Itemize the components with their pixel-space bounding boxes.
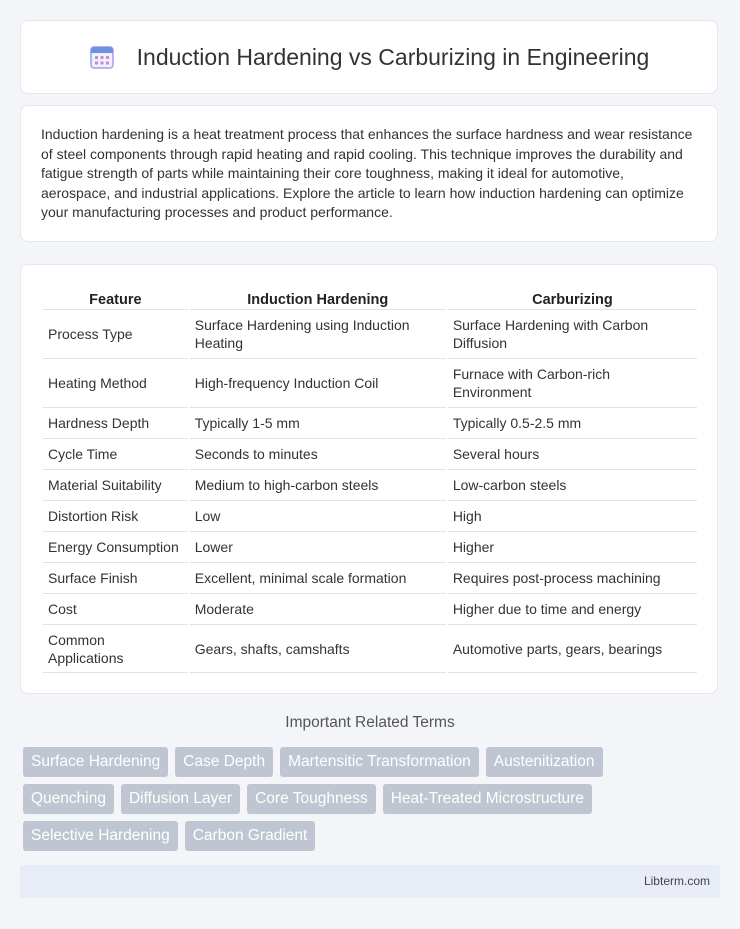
table-cell: Requires post-process machining [448,563,697,594]
table-cell: Low-carbon steels [448,470,697,501]
table-cell: Moderate [190,594,446,625]
tag-row [23,784,723,814]
table-cell: Typically 0.5-2.5 mm [448,408,697,439]
page-title: Induction Hardening vs Carburizing in Engineering [136,43,650,70]
table-cell: Heating Method [43,359,188,408]
tag-austenitization[interactable]: Austenitization [486,747,603,777]
table-cell: Cost [43,594,188,625]
table-cell: Material Suitability [43,470,188,501]
table-row [43,310,697,359]
table-cell: Furnace with Carbon-rich Environment [448,359,697,408]
table-cell: Surface Finish [43,563,188,594]
table-cell: High-frequency Induction Coil [190,359,446,408]
table-cell: Common Applications [43,625,188,673]
related-terms-tags [23,747,723,858]
tag-case-depth[interactable]: Case Depth [175,747,273,777]
table-cell: Automotive parts, gears, bearings [448,625,697,673]
table-cell: Low [190,501,446,532]
column-header-carburizing: Carburizing [448,286,697,310]
tag-martensitic-transformation[interactable]: Martensitic Transformation [280,747,479,777]
tag-diffusion-layer[interactable]: Diffusion Layer [121,784,240,814]
table-cell: Surface Hardening using Induction Heating [190,310,446,359]
table-cell: Seconds to minutes [190,439,446,470]
table-cell: Typically 1-5 mm [190,408,446,439]
table-cell: Higher [448,532,697,563]
related-terms-title: Important Related Terms [285,714,455,731]
tag-carbon-gradient[interactable]: Carbon Gradient [185,821,316,851]
table-cell: Process Type [43,310,188,359]
tag-row [23,747,723,777]
table-cell: Cycle Time [43,439,188,470]
column-header-induction: Induction Hardening [190,286,446,310]
footer [20,865,720,898]
table-row [43,625,697,673]
table-row [43,408,697,439]
table-cell: Excellent, minimal scale formation [190,563,446,594]
table-row [43,532,697,563]
table-cell: Medium to high-carbon steels [190,470,446,501]
table-cell: Surface Hardening with Carbon Diffusion [448,310,697,359]
table-cell: Energy Consumption [43,532,188,563]
tag-surface-hardening[interactable]: Surface Hardening [23,747,168,777]
intro-text: Induction hardening is a heat treatment process that enhances the surface hardness and wear resistance of steel components through rapid heating and rapid cooling. This technique improves the durability and fatigue strength of parts while maintaining their core toughness, making it ideal for automotive, aerospace, and industrial applications. Explore the article to learn how induction hardening can optimize your manufacturing processes and product performance. [41,126,693,220]
calendar-grid-icon [89,44,115,70]
comparison-table [41,286,699,673]
table-row [43,470,697,501]
table-row [43,359,697,408]
table-row [43,594,697,625]
table-row [43,501,697,532]
tag-heat-treated-microstructure[interactable]: Heat-Treated Microstructure [383,784,592,814]
tag-selective-hardening[interactable]: Selective Hardening [23,821,178,851]
header-card [20,20,718,94]
footer-link[interactable]: Libterm.com [643,874,710,888]
header [89,44,650,71]
table-cell: Distortion Risk [43,501,188,532]
tag-quenching[interactable]: Quenching [23,784,114,814]
table-cell: Higher due to time and energy [448,594,697,625]
tag-row [23,821,723,851]
column-header-feature: Feature [43,286,188,310]
comparison-card [20,264,718,694]
table-cell: Gears, shafts, camshafts [190,625,446,673]
table-cell: Lower [190,532,446,563]
table-cell: Several hours [448,439,697,470]
table-cell: High [448,501,697,532]
intro-card [20,105,718,242]
table-header-row [43,286,697,310]
tag-core-toughness[interactable]: Core Toughness [247,784,376,814]
table-cell: Hardness Depth [43,408,188,439]
table-row [43,563,697,594]
table-row [43,439,697,470]
